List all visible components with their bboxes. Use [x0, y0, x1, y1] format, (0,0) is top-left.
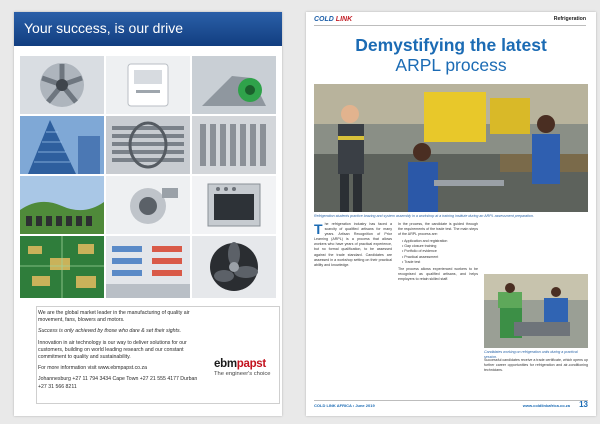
column-2-intro: In the process, the candidate is guided through the requirements of the trade test. The main steps of the ARPL process are: — [398, 222, 478, 237]
column-2-outro: The process allows experienced workers to be recognised as qualified artisans, and helps employers to retain skilled staff. — [398, 266, 478, 281]
fan-impeller-image — [20, 56, 104, 114]
advert-body — [38, 310, 198, 395]
article-page — [306, 12, 596, 416]
training-photo — [484, 274, 588, 348]
list-item: • Application and registration — [402, 239, 448, 244]
photo-caption: Refrigeration students practice brazing and system assembly in a workshop at a training institute during an ARPL assessment preparation. — [314, 214, 534, 218]
process-steps-list — [398, 239, 478, 264]
footer-website: www.coldlinkafrica.co.za — [522, 403, 570, 408]
advert-page — [14, 12, 282, 416]
column-1-text: he refrigeration industry has faced a scarcity of qualified artisans for many years. Artisan Recognition of Prior Learning (ARPL) is a process that allows workers who have years of practical experience, but no formal qualification, to be assessed against the trade standard. Candidates are assessed in a workshop setting on their practical ability and knowledge. — [314, 222, 392, 267]
list-item: • Portfolio of evidence — [402, 249, 437, 254]
circuit-board-image — [20, 236, 104, 298]
logo-word-papst: papst — [236, 358, 266, 370]
article-column-2 — [398, 222, 478, 282]
landscape-image — [20, 176, 104, 234]
logo-tagline: The engineer's choice — [214, 371, 271, 377]
training-photo-caption: Candidates working on refrigeration units during a practical session. — [484, 350, 578, 359]
logo-word-ebm: ebm — [214, 358, 237, 370]
masthead-word-2: LINK — [335, 16, 353, 23]
product-image-grid — [20, 56, 276, 298]
advert-tagline-1: We are the global market leader in the manufacturing of quality air movement, fans, blowers and motors. — [38, 310, 190, 324]
advert-contact-1: For more information visit www.ebmpapst.co.za — [38, 365, 147, 372]
footer-divider — [314, 400, 588, 401]
page-number: 13 — [579, 400, 588, 409]
workshop-photo — [314, 84, 588, 212]
axial-fan-image — [192, 236, 276, 298]
advert-contact-2: Johannesburg +27 11 794 3434 Cape Town +27 21 555 4177 Durban +27 31 566 8211 — [38, 376, 198, 390]
green-fan-image — [192, 56, 276, 114]
footer-issue: COLD LINK AFRICA • June 2019 — [314, 403, 375, 408]
list-item: • Practical assessment — [402, 254, 439, 259]
building-image — [20, 116, 104, 174]
section-label: Refrigeration — [553, 16, 586, 22]
masthead-word-1: COLD — [314, 16, 334, 23]
headline-line-2: ARPL process — [395, 55, 507, 75]
appliance-image — [106, 56, 190, 114]
coil-unit-image — [106, 116, 190, 174]
drop-cap: T — [314, 221, 323, 237]
advert-tagline-3: Innovation in air technology is our way to deliver solutions for our customers, building on world leading research and our constant commitment to quality and sustainability. — [38, 339, 187, 361]
article-column-3: Successful candidates receive a trade certificate, which opens up further career opportunities for refrigeration and air-conditioning technicians. — [484, 358, 588, 373]
ebmpapst-logo — [214, 358, 276, 377]
blower-image — [106, 176, 190, 234]
list-item: • Trade test — [402, 259, 421, 264]
headline-line-1: Demystifying the latest — [355, 35, 547, 55]
article-column-1 — [314, 222, 392, 268]
header-divider — [314, 25, 586, 26]
oven-image — [192, 176, 276, 234]
list-item: • Gap closure training — [402, 244, 437, 249]
magazine-masthead — [314, 16, 352, 23]
heat-exchanger-image — [192, 116, 276, 174]
advert-tagline-2: Success is only achieved by those who dare & set their sights. — [38, 328, 182, 335]
advert-banner-title: Your success, is our drive — [24, 20, 183, 36]
advert-banner — [14, 12, 282, 46]
supermarket-image — [106, 236, 190, 298]
